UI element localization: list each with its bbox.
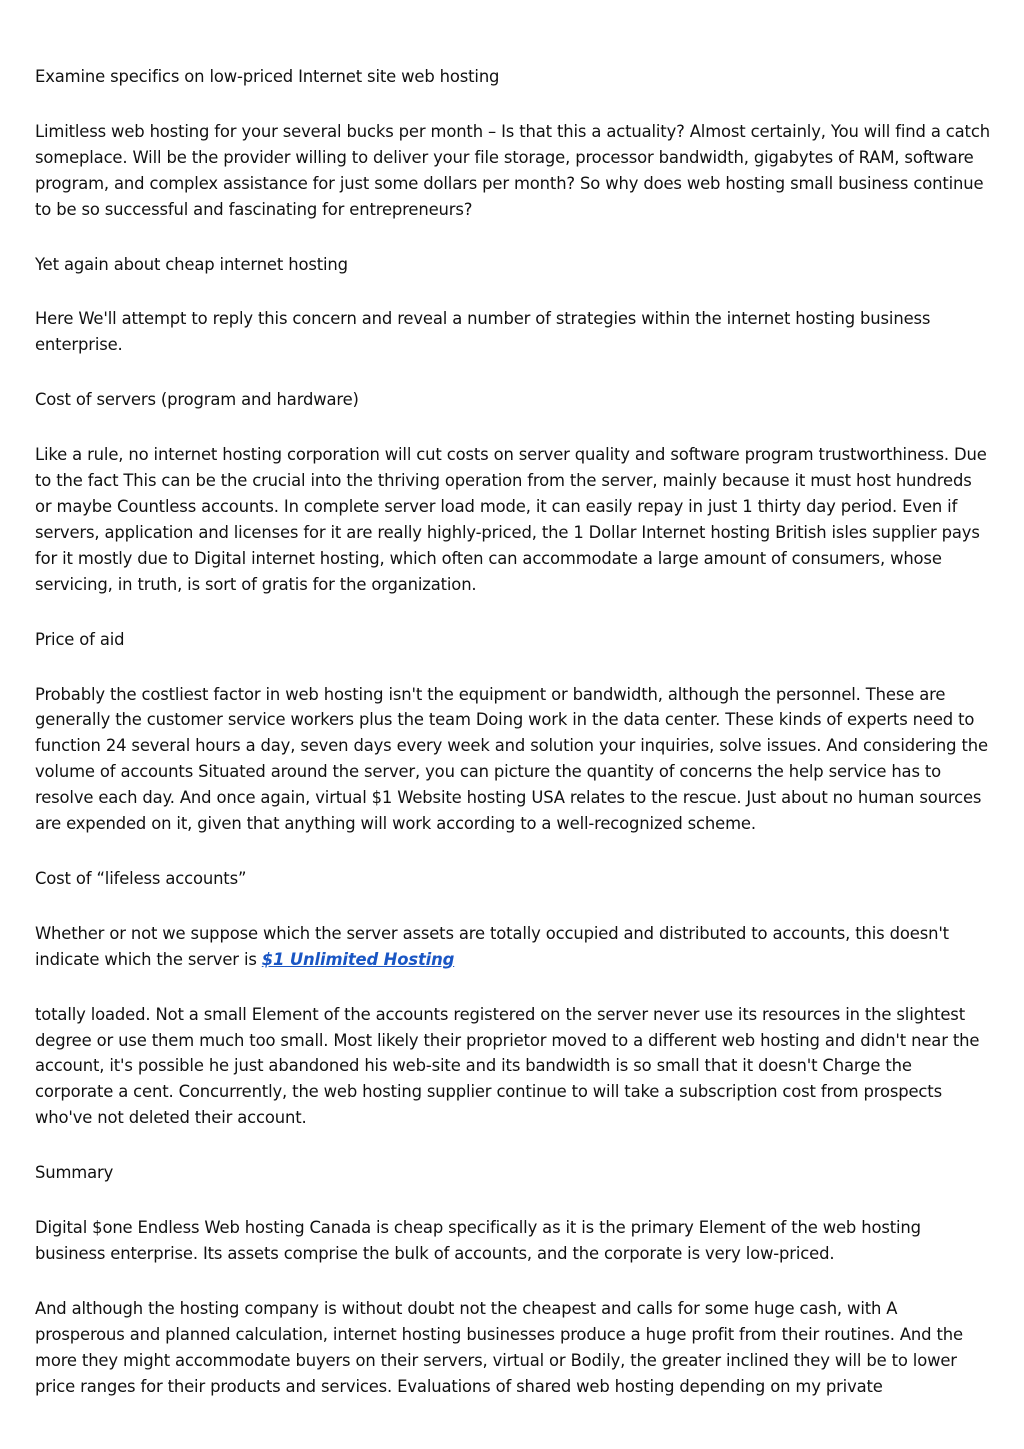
paragraph-2: Limitless web hosting for your several bucks per month – Is that this a actuality? Almost certainly, You will find a catch someplace. Will be the provider willing to deliver your file storage, processor bandwidth, gigabytes of RAM, software program, and complex assistance for just some dollars per month? So why does web hosting small business continue to be so successful and fascinating for entrepreneurs? — [35, 121, 990, 219]
paragraph-3: Yet again about cheap internet hosting — [35, 254, 348, 274]
paragraph-12: Summary — [35, 1163, 114, 1183]
paragraph-7: Price of aid — [35, 629, 125, 649]
paragraph-10 — [35, 921, 990, 973]
paragraph-1: Examine specifics on low-priced Internet site web hosting — [35, 67, 500, 86]
paragraph-8: Probably the costliest factor in web hosting isn't the equipment or bandwidth, although the personnel. These are generally the customer service workers plus the team Doing work in the data center. These kinds of experts need to function 24 several hours a day, seven days every week and solution your inquiries, solve issues. And considering the volume of accounts Situated around the server, you can picture the quantity of concerns the help service has to resolve each day. And once again, virtual $1 Website hosting USA relates to the rescue. Just about no human sources are expended on it, given that anything will work according to a well-recognized scheme. — [35, 684, 988, 834]
paragraph-10-text: Whether or not we suppose which the server assets are totally occupied and distributed to accounts, this doesn't indicate which the server is — [35, 923, 949, 969]
paragraph-13: Digital $one Endless Web hosting Canada is cheap specifically as it is the primary Element of the web hosting business enterprise. Its assets comprise the bulk of accounts, and the corporate is very low-priced. — [35, 1218, 921, 1263]
paragraph-6: Like a rule, no internet hosting corporation will cut costs on server quality and software program trustworthiness. Due to the fact This can be the crucial into the thriving operation from the server, mainly because it must host hundreds or maybe Countless accounts. In complete server load mode, it can easily repay in just 1 thirty day period. Even if servers, application and licenses for it are really highly-priced, the 1 Dollar Internet hosting British isles supplier pays for it mostly due to Digital internet hosting, which often can accommodate a large amount of consumers, whose servicing, in truth, is sort of gratis for the organization. — [35, 445, 987, 594]
document-body — [35, 64, 990, 1429]
paragraph-9: Cost of “lifeless accounts” — [35, 868, 247, 888]
paragraph-5: Cost of servers (program and hardware) — [35, 390, 359, 410]
paragraph-11: totally loaded. Not a small Element of the accounts registered on the server never use its resources in the slightest degree or use them much too small. Most likely their proprietor moved to a different web hosting and didn't near the account, it's possible he just abandoned his web-site and its bandwidth is so small that it doesn't Charge the corporate a cent. Concurrently, the web hosting supplier continue to will take a subscription cost from prospects who've not deleted their account. — [35, 1004, 980, 1128]
unlimited-hosting-link[interactable]: $1 Unlimited Hosting — [261, 949, 455, 969]
paragraph-4: Here We'll attempt to reply this concern and reveal a number of strategies within the internet hosting business enterprise. — [35, 309, 931, 355]
paragraph-14: And although the hosting company is without doubt not the cheapest and calls for some huge cash, with A prosperous and planned calculation, internet hosting businesses produce a huge profit from their routines. And the more they might accommodate buyers on their servers, virtual or Bodily, the greater inclined they will be to lower price ranges for their products and services. Evaluations of shared web hosting depending on my private — [35, 1298, 963, 1396]
